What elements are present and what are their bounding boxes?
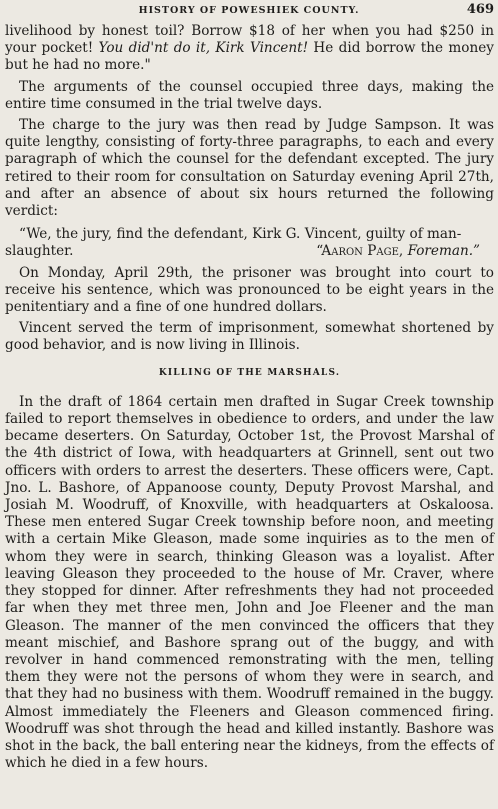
paragraph-charge: The charge to the jury was then read by Judge Sampson. It was quite lengthy, consisting of forty-three paragraphs, to each and every paragraph of which the counsel for the defendant excepted. The jury retired to their room for consultation on Saturday evening April 27th, and after an absence of about six hours returned the following verdict: (5, 117, 494, 220)
verdict-quote (5, 226, 494, 260)
paragraph-text: livelihood by honest toil? Borrow $18 of her when you had $250 in your pocket! (5, 23, 494, 57)
signature-title: Foreman.” (407, 243, 480, 260)
paragraph-draft: In the draft of 1864 certain men drafted in Sugar Creek township failed to report themselves in obedience to orders, and under the law became deserters. On Saturday, October 1st, the Provost Marshal of the 4th district of Iowa, with headquarters at Grinnell, sent out two officers with orders to arrest the deserters. These officers were, Capt. Jno. L. Bashore, of Appanoose county, Deputy Provost Marshal, and Josiah M. Woodruff, of Knoxville, with headquarters at Oskaloosa. These men entered Sugar Creek township before noon, and meeting with a certain Mike Gleason, made some inquiries as to the men of whom they were in search, thinking Gleason was a loyalist. After leaving Gleason they proceeded to the house of Mr. Craver, where they stopped for dinner. After refreshments they had not proceeded far when they met three men, John and Joe Fleener and the man Gleason. The manner of the men convinced the officers that they meant mischief, and Bashore sprang out of the buggy, and with revolver in hand commenced remonstrating with the men, telling them they were not the persons of whom they were in search, and that they had no business with them. Woodruff remained in the buggy. Almost immediately the Fleeners and Gleason commenced firing. Woodruff was shot through the head and killed instantly. Bashore was shot in the back, the ball entering near the kidneys, from the effects of which he died in a few hours. (5, 393, 494, 772)
paragraph-sentence: On Monday, April 29th, the prisoner was brought into court to receive his sentence, which was pronounced to be eight years in the penitentiary and a fine of one hundred dollars. (5, 264, 494, 316)
paragraph-text: He did borrow the money but he had no more." (5, 40, 494, 74)
verdict-end: slaughter. (5, 243, 74, 260)
signature-name: “Aaron Page, (316, 243, 404, 260)
verdict-signature (316, 243, 494, 260)
emphasis-text: You did'nt do it, Kirk Vincent! (98, 40, 309, 57)
section-heading: KILLING OF THE MARSHALS. (158, 367, 341, 378)
paragraph-arguments: The arguments of the counsel occupied three days, making the entire time consumed in the trial twelve days. (5, 78, 494, 112)
page-number: 469 (466, 2, 494, 17)
verdict-signature-row (5, 243, 494, 260)
paragraph-vincent: Vincent served the term of imprisonment, somewhat shortened by good behavior, and is now living in Illinois. (5, 320, 494, 354)
body-text (5, 23, 494, 776)
paragraph-continued (5, 23, 494, 75)
running-head (0, 2, 498, 20)
running-title: HISTORY OF POWESHIEK COUNTY. (138, 5, 360, 16)
verdict-text: “We, the jury, find the defendant, Kirk G. Vincent, guilty of man- (19, 226, 462, 243)
